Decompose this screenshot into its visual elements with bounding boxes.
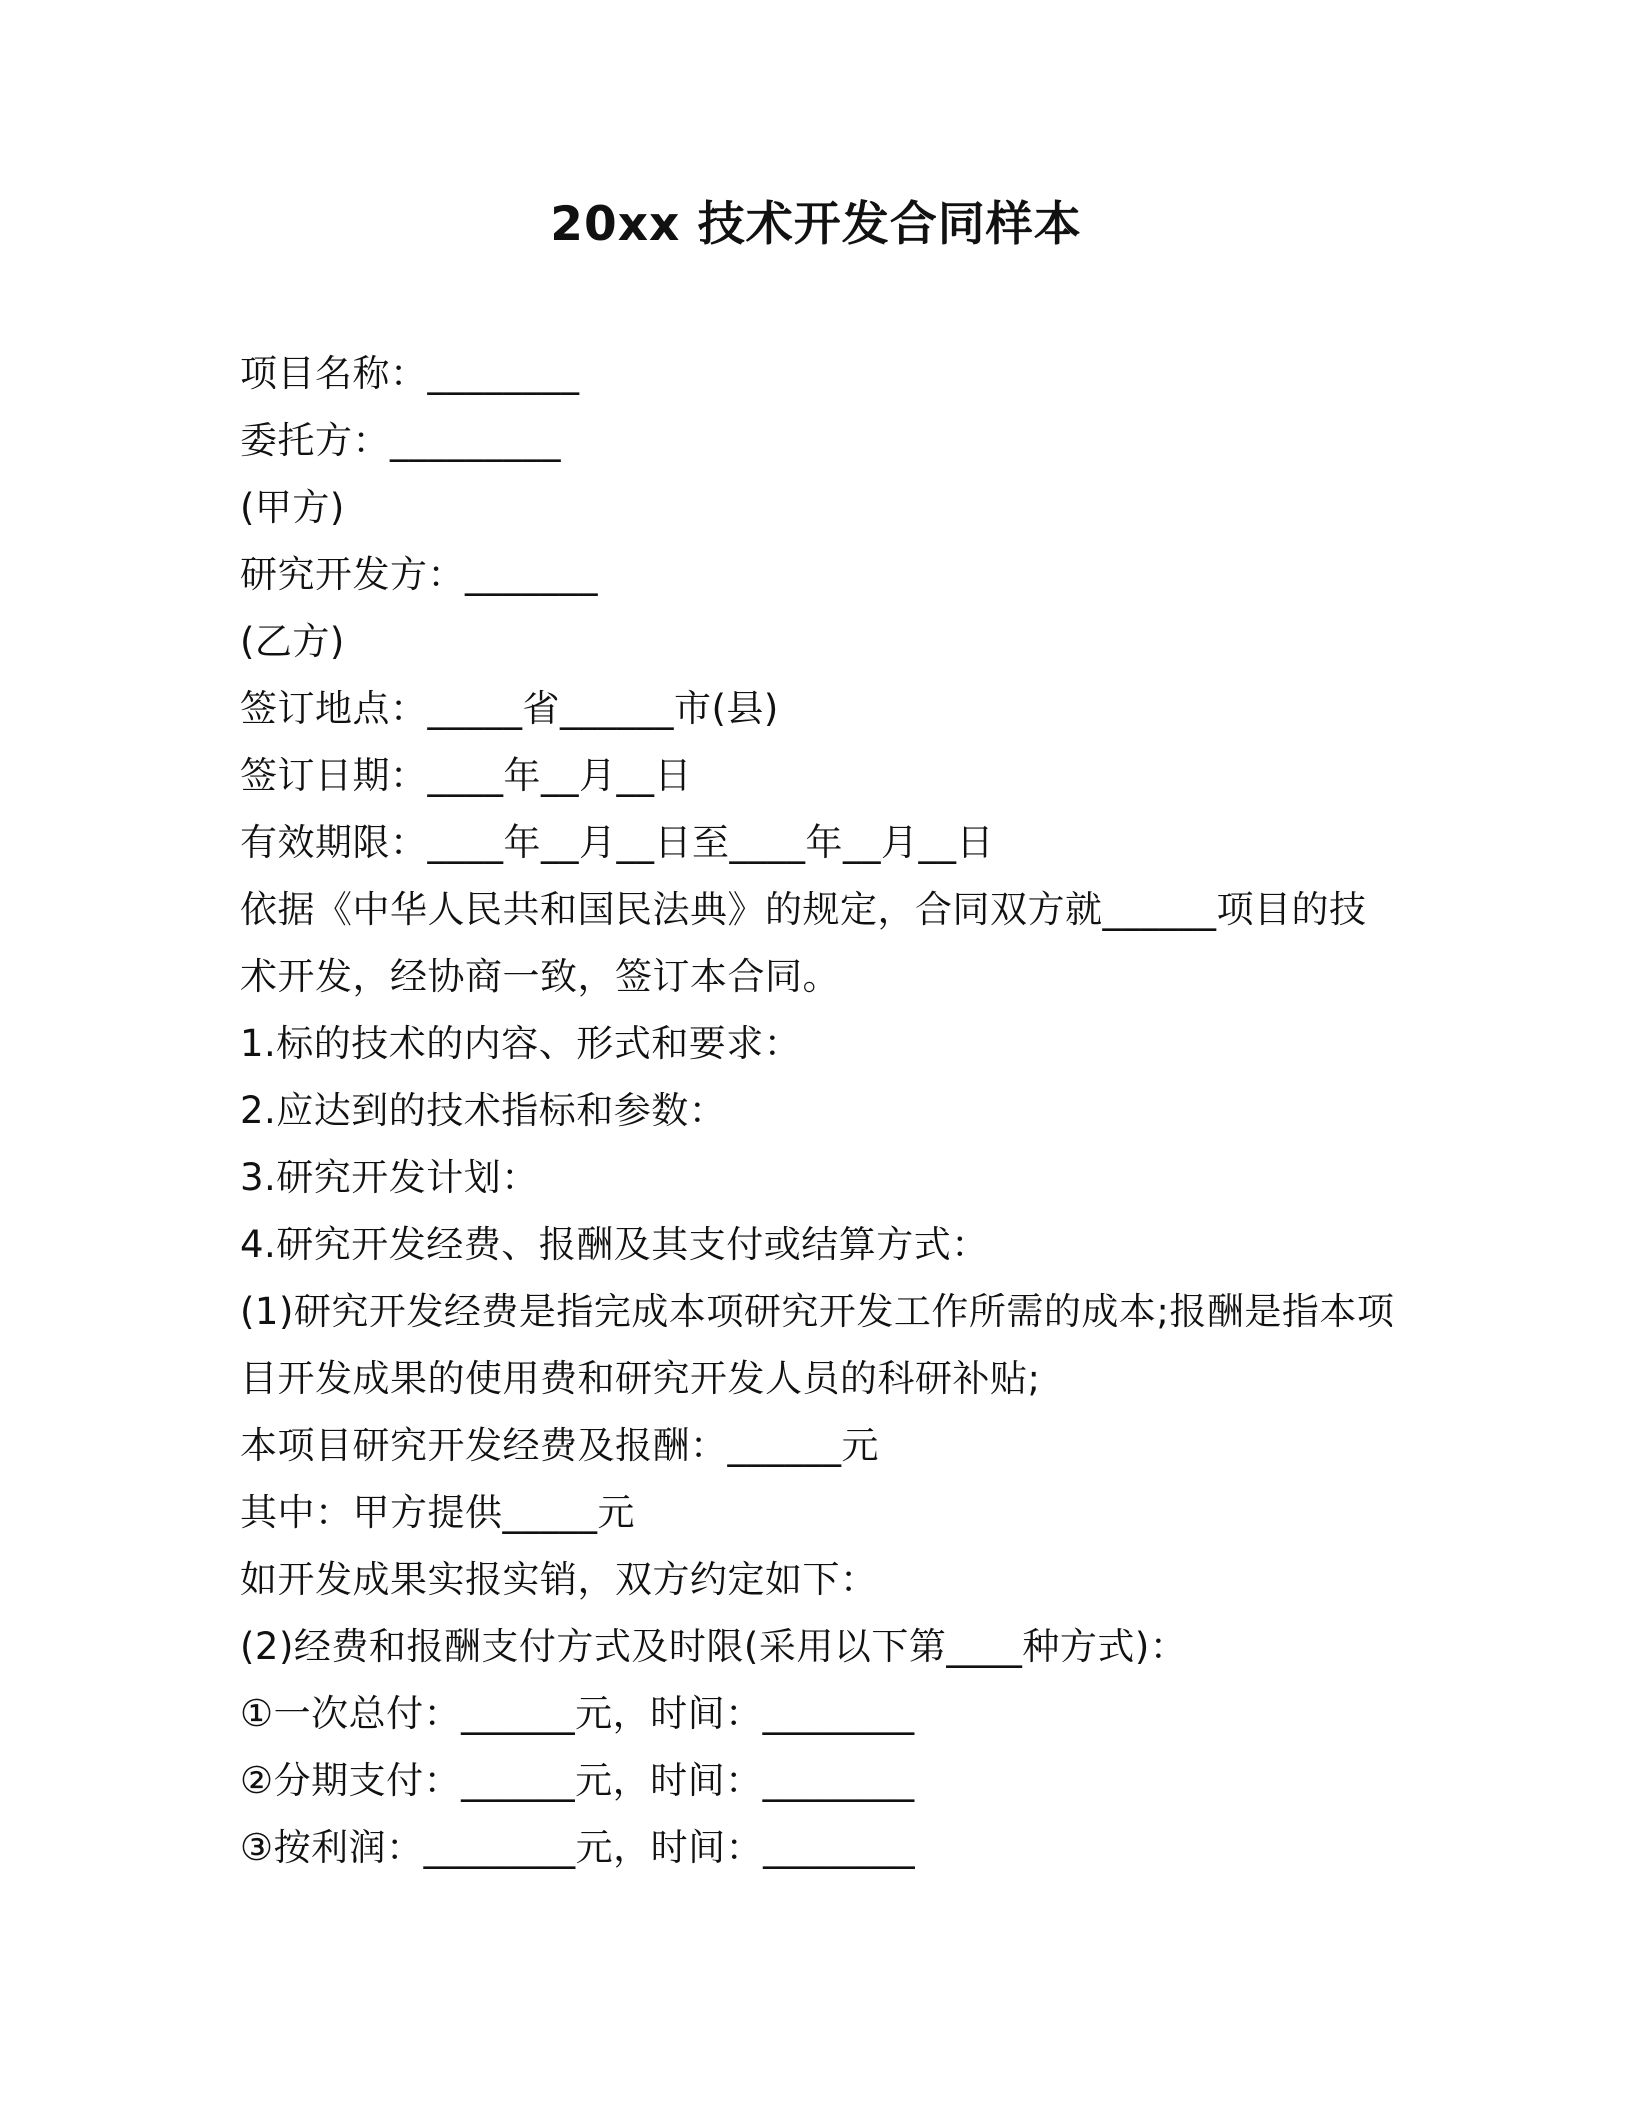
field-project-name: 项目名称：________ — [240, 352, 580, 395]
payment-option-3: ③按利润：________元，时间：________ — [240, 1826, 916, 1869]
document-body — [240, 340, 1400, 1881]
field-developer: 研究开发方：_______ — [240, 553, 598, 596]
field-party-a-funding: 其中：甲方提供_____元 — [240, 1491, 635, 1534]
field-signing-date: 签订日期：____年__月__日 — [240, 754, 692, 797]
clause-4-2: (2)经费和报酬支付方式及时限(采用以下第____种方式)： — [240, 1625, 1188, 1668]
clause-4: 4.研究开发经费、报酬及其支付或结算方式： — [240, 1223, 989, 1266]
clause-3: 3.研究开发计划： — [240, 1156, 539, 1199]
preamble-line-1: 依据《中华人民共和国民法典》的规定，合同双方就______项目的技 — [240, 888, 1367, 931]
clause-2: 2.应达到的技术指标和参数： — [240, 1089, 727, 1132]
payment-option-1: ①一次总付：______元，时间：________ — [240, 1692, 915, 1735]
clause-1: 1.标的技术的内容、形式和要求： — [240, 1022, 802, 1065]
party-a-label: (甲方) — [240, 486, 345, 529]
actual-reimbursement-note: 如开发成果实报实销，双方约定如下： — [240, 1558, 878, 1601]
party-b-label: (乙方) — [240, 620, 345, 663]
field-signing-place: 签订地点：_____省______市(县) — [240, 687, 779, 730]
preamble-line-2: 术开发，经协商一致，签订本合同。 — [240, 955, 840, 998]
document-title: 20xx 技术开发合同样本 — [550, 197, 1082, 252]
field-total-funding: 本项目研究开发经费及报酬：______元 — [240, 1424, 879, 1467]
clause-4-1-line-2: 目开发成果的使用费和研究开发人员的科研补贴; — [240, 1357, 1041, 1400]
payment-option-2: ②分期支付：______元，时间：________ — [240, 1759, 915, 1802]
clause-4-1-line-1: (1)研究开发经费是指完成本项研究开发工作所需的成本;报酬是指本项 — [240, 1290, 1395, 1333]
field-validity-period: 有效期限：____年__月__日至____年__月__日 — [240, 821, 994, 864]
field-client: 委托方：_________ — [240, 419, 561, 462]
